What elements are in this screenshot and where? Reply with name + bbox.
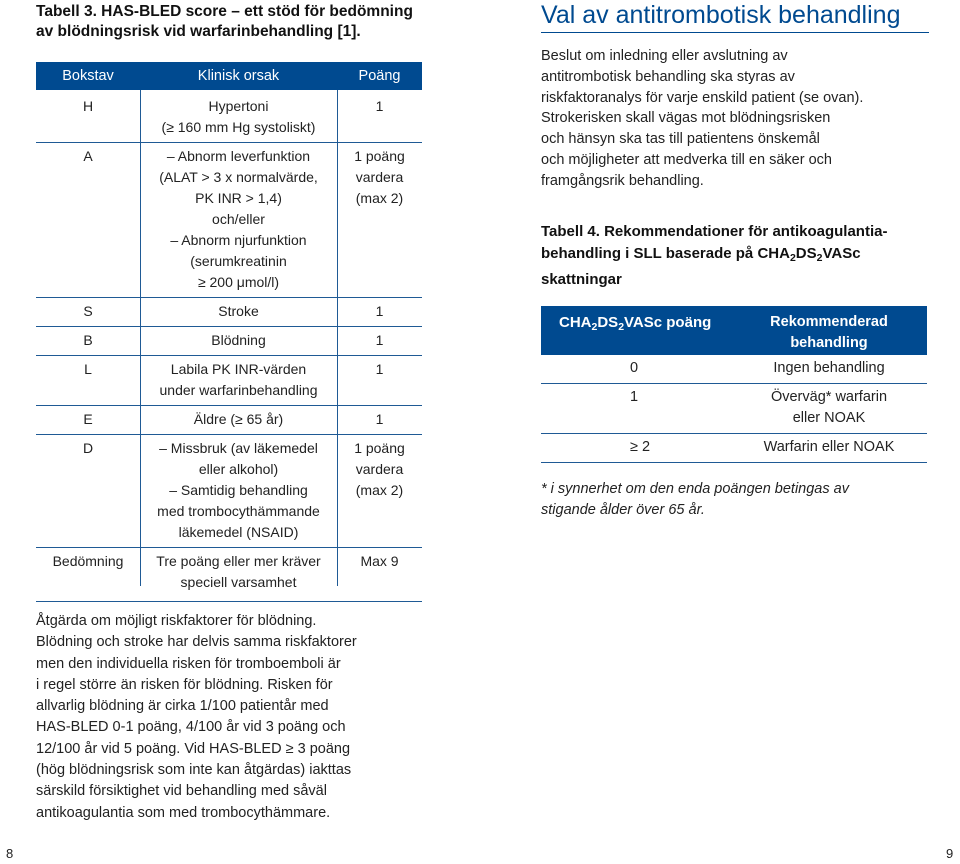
paragraph-line: framgångsrik behandling. (541, 172, 704, 189)
cause-line: Stroke (218, 303, 259, 319)
cause-line: – Samtidig behandling (169, 482, 308, 498)
paragraph-line: Strokerisken skall vägas mot blödningsrisken (541, 110, 831, 127)
paragraph-line: Beslut om inledning eller avslutning av (541, 48, 788, 64)
points-line: (max 2) (355, 482, 404, 498)
cause-line: (ALAT > 3 x normalvärde, (159, 169, 318, 185)
table-row (36, 90, 422, 143)
cell-cause (140, 90, 337, 143)
subscript: 2 (591, 321, 598, 333)
tabell4-line2-text: VASc (822, 244, 861, 262)
cell-score: 1 (541, 384, 731, 434)
cause-line: ≥ 200 μmol/l) (197, 274, 280, 290)
cause-line: Äldre (≥ 65 år) (193, 411, 284, 427)
cell-cause (140, 548, 337, 602)
cell-letter: Bedömning (36, 548, 140, 602)
tabell4-title (541, 221, 941, 291)
header-text: Rekommenderad (770, 314, 888, 330)
cause-line: PK INR > 1,4) (195, 190, 282, 206)
has-bled-body (36, 90, 422, 602)
cause-line: Tre poäng eller mer kräver (156, 553, 321, 569)
table-row (36, 435, 422, 548)
table-row (541, 384, 927, 434)
paragraph-line: riskfaktoranalys för varje enskild patient (se ovan). (541, 89, 864, 106)
page-number-right: 9 (946, 846, 954, 861)
subscript: 2 (816, 251, 823, 264)
paragraph-line: 12/100 år vid 5 poäng. Vid HAS-BLED ≥ 3 poäng (36, 740, 351, 757)
cell-points (337, 327, 422, 356)
cause-line: (serumkreatinin (190, 253, 287, 269)
cause-line: Blödning (211, 332, 266, 348)
section-heading: Val av antitrombotisk behandling (541, 0, 929, 33)
cell-recommendation (731, 434, 927, 463)
cell-letter: A (36, 143, 140, 298)
paragraph-line: antitrombotisk behandling ska styras av (541, 68, 795, 85)
cause-line: – Abnorm njurfunktion (170, 232, 307, 248)
subscript: 2 (618, 321, 625, 333)
cell-points (337, 298, 422, 327)
table-column-divider (140, 90, 141, 586)
table-row (36, 406, 422, 435)
points-line: 1 poäng (354, 440, 405, 456)
points-line: 1 poäng (354, 148, 405, 164)
cause-line: Labila PK INR-värden (170, 361, 307, 377)
cell-points (337, 406, 422, 435)
header-text: VASc poäng (624, 314, 712, 331)
table-row (36, 298, 422, 327)
cell-letter: B (36, 327, 140, 356)
cell-letter: L (36, 356, 140, 406)
cause-line: – Abnorm leverfunktion (166, 148, 311, 164)
recommendation-line: Överväg* warfarin (770, 389, 888, 405)
cause-line: med trombocythämmande (157, 503, 320, 519)
cause-line: och/eller (212, 211, 265, 227)
cause-line: (≥ 160 mm Hg systoliskt) (161, 119, 316, 135)
cell-cause (140, 406, 337, 435)
left-paragraph (36, 611, 416, 824)
paragraph-line: Blödning och stroke har delvis samma riskfaktorer (36, 634, 357, 651)
header-text: behandling (790, 335, 868, 351)
table-row (36, 143, 422, 298)
cell-points (337, 435, 422, 548)
paragraph-line: HAS-BLED 0-1 poäng, 4/100 år vid 3 poäng och (36, 719, 346, 736)
tabell3-title-line1: Tabell 3. HAS-BLED score – ett stöd för bedömning (36, 3, 413, 20)
recommendation-line: Warfarin eller NOAK (763, 439, 895, 455)
header-text: DS (597, 314, 619, 331)
page-number-left: 8 (6, 846, 14, 861)
recommendation-line: Ingen behandling (773, 360, 885, 376)
cell-cause (140, 435, 337, 548)
recommendation-body (541, 355, 927, 463)
cause-line: läkemedel (NSAID) (178, 524, 299, 540)
cell-letter: S (36, 298, 140, 327)
tabell4-title-line2 (541, 243, 941, 270)
cell-letter: E (36, 406, 140, 435)
tabell4-title-line3: skattningar (541, 271, 622, 288)
tabell4-line2-text: DS (795, 244, 817, 262)
footnote-line2: stigande ålder över 65 år. (541, 501, 705, 518)
subscript: 2 (789, 251, 796, 264)
table-row (36, 356, 422, 406)
recommendation-line: eller NOAK (792, 410, 866, 426)
points-line: vardera (355, 169, 404, 185)
header-klinisk-orsak: Klinisk orsak (140, 62, 337, 90)
tabell3-title (36, 2, 446, 42)
points-line: 1 (375, 361, 384, 377)
points-line: (max 2) (355, 190, 404, 206)
tabell3-title-line2: av blödningsrisk vid warfarinbehandling [1]. (36, 23, 361, 40)
header-poang: Poäng (337, 62, 422, 90)
table-row (541, 434, 927, 463)
recommendation-header-row (541, 306, 927, 355)
cell-letter: D (36, 435, 140, 548)
cell-points (337, 548, 422, 602)
cause-line: speciell varsamhet (180, 574, 297, 590)
cell-cause (140, 143, 337, 298)
cell-points (337, 143, 422, 298)
cause-line: – Missbruk (av läkemedel (159, 440, 318, 456)
paragraph-line: antikoagulantia som med trombocythämmare. (36, 804, 331, 821)
footnote (541, 479, 941, 520)
tabell4-line2-text: behandling i SLL baserade på CHA (541, 244, 790, 262)
cell-points (337, 356, 422, 406)
has-bled-header-row (36, 62, 422, 90)
points-line: 1 (375, 303, 384, 319)
cell-recommendation (731, 384, 927, 434)
cell-score: ≥ 2 (541, 434, 731, 463)
table-row (541, 355, 927, 384)
cell-cause (140, 298, 337, 327)
paragraph-line: särskild försiktighet vid behandling med såväl (36, 783, 327, 800)
cell-points (337, 90, 422, 143)
recommendation-table (541, 306, 927, 463)
table-row (36, 327, 422, 356)
points-line: 1 (375, 332, 384, 348)
cause-line: under warfarinbehandling (159, 382, 318, 398)
cause-line: Hypertoni (208, 98, 269, 114)
has-bled-table (36, 62, 422, 602)
paragraph-line: (hög blödningsrisk som inte kan åtgärdas) iakttas (36, 762, 352, 779)
cause-line: eller alkohol) (198, 461, 279, 477)
header-cha2ds2vasc (541, 306, 731, 355)
header-rekommenderad-behandling (731, 306, 927, 355)
header-bokstav: Bokstav (36, 62, 140, 90)
paragraph-line: men den individuella risken för tromboemboli är (36, 655, 341, 672)
footnote-line1: * i synnerhet om den enda poängen betingas av (541, 481, 849, 497)
cell-recommendation (731, 355, 927, 384)
points-line: vardera (355, 461, 404, 477)
paragraph-line: allvarlig blödning är cirka 1/100 patientår med (36, 698, 329, 715)
points-line: 1 (375, 98, 384, 114)
points-line: 1 (375, 411, 384, 427)
cell-cause (140, 327, 337, 356)
paragraph-line: i regel större än risken för blödning. Risken för (36, 676, 333, 693)
paragraph-line: och hänsyn ska tas till patientens önskemål (541, 131, 820, 148)
table-column-divider (337, 90, 338, 586)
paragraph-line: och möjligheter att medverka till en säker och (541, 151, 832, 168)
header-text: CHA (559, 314, 592, 331)
cell-letter: H (36, 90, 140, 143)
paragraph-line: Åtgärda om möjligt riskfaktorer för blödning. (36, 613, 317, 629)
table-row (36, 548, 422, 602)
tabell4-title-line1: Tabell 4. Rekommendationer för antikoagulantia- (541, 223, 888, 240)
cell-cause (140, 356, 337, 406)
points-line: Max 9 (360, 553, 399, 569)
cell-score: 0 (541, 355, 731, 384)
right-paragraph (541, 46, 941, 192)
